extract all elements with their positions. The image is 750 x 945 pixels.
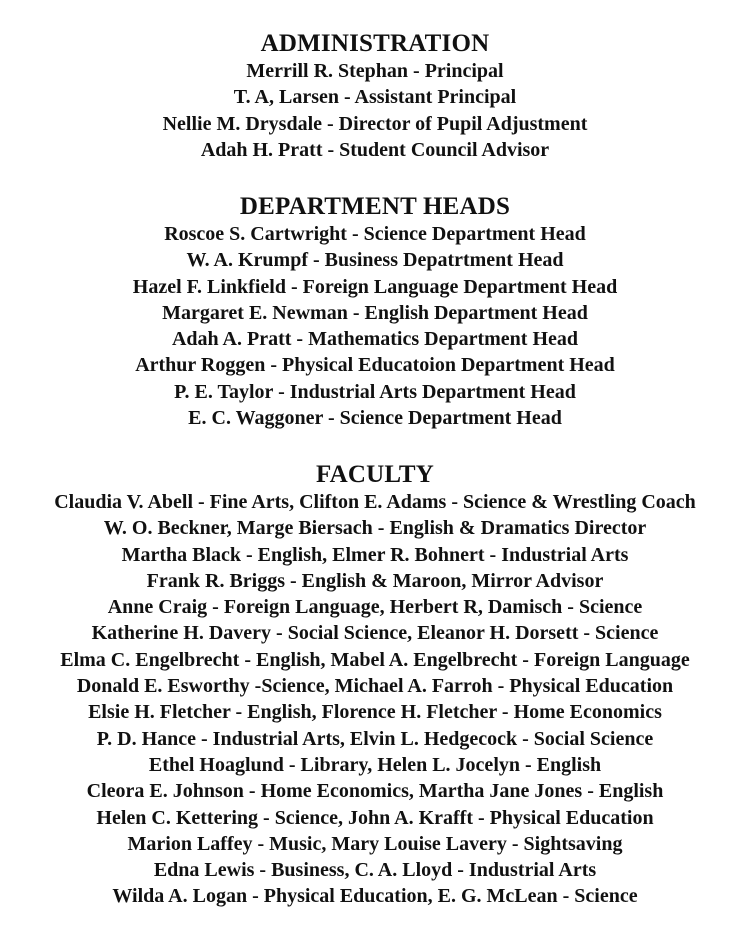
department-head-line: Margaret E. Newman - English Department Head [162,301,588,324]
faculty-line: Katherine H. Davery - Social Science, Eleanor H. Dorsett - Science [91,622,659,645]
faculty-line: Marion Laffey - Music, Mary Louise Lavery - Sightsaving [127,832,623,855]
department-head-line: E. C. Waggoner - Science Department Head [188,407,562,430]
administration-heading: ADMINISTRATION [260,30,490,57]
faculty-line: Wilda A. Logan - Physical Education, E. G. McLean - Science [112,885,638,908]
department-head-line: P. E. Taylor - Industrial Arts Department Head [174,380,576,403]
department-heads-section [0,193,750,431]
administration-section [0,30,750,163]
administration-line: T. A, Larsen - Assistant Principal [233,86,517,109]
faculty-line: Claudia V. Abell - Fine Arts, Clifton E. Adams - Science & Wrestling Coach [54,491,696,513]
department-head-line: W. A. Krumpf - Business Depatrtment Head [186,249,564,272]
department-head-line: Adah A. Pratt - Mathematics Department Head [171,328,579,351]
administration-line: Adah H. Pratt - Student Council Advisor [200,138,550,161]
faculty-line: Cleora E. Johnson - Home Economics, Martha Jane Jones - English [86,780,664,803]
department-head-line: Hazel F. Linkfield - Foreign Language Department Head [132,275,618,298]
department-head-line: Roscoe S. Cartwright - Science Department Head [164,223,586,245]
faculty-line: Helen C. Kettering - Science, John A. Krafft - Physical Education [96,806,654,829]
faculty-line: Frank R. Briggs - English & Maroon, Mirror Advisor [146,569,604,592]
faculty-line: Donald E. Esworthy -Science, Michael A. Farroh - Physical Education [76,675,674,698]
faculty-section [0,461,750,910]
faculty-line: P. D. Hance - Industrial Arts, Elvin L. Hedgecock - Social Science [96,727,654,750]
faculty-line: Ethel Hoaglund - Library, Helen L. Jocelyn - English [148,753,602,776]
department-head-line: Arthur Roggen - Physical Educatoion Department Head [135,354,615,377]
faculty-heading: FACULTY [315,461,435,488]
faculty-line: Elma C. Engelbrecht - English, Mabel A. Engelbrecht - Foreign Language [60,648,690,671]
faculty-line: W. O. Beckner, Marge Biersach - English & Dramatics Director [103,517,647,540]
department-heads-heading: DEPARTMENT HEADS [239,193,511,220]
faculty-line: Edna Lewis - Business, C. A. Lloyd - Industrial Arts [153,859,597,882]
administration-line: Merrill R. Stephan - Principal [246,60,504,82]
faculty-line: Martha Black - English, Elmer R. Bohnert - Industrial Arts [121,543,629,566]
faculty-line: Elsie H. Fletcher - English, Florence H. Fletcher - Home Economics [88,701,662,724]
administration-line: Nellie M. Drysdale - Director of Pupil Adjustment [162,112,588,135]
faculty-line: Anne Craig - Foreign Language, Herbert R, Damisch - Science [107,596,643,619]
